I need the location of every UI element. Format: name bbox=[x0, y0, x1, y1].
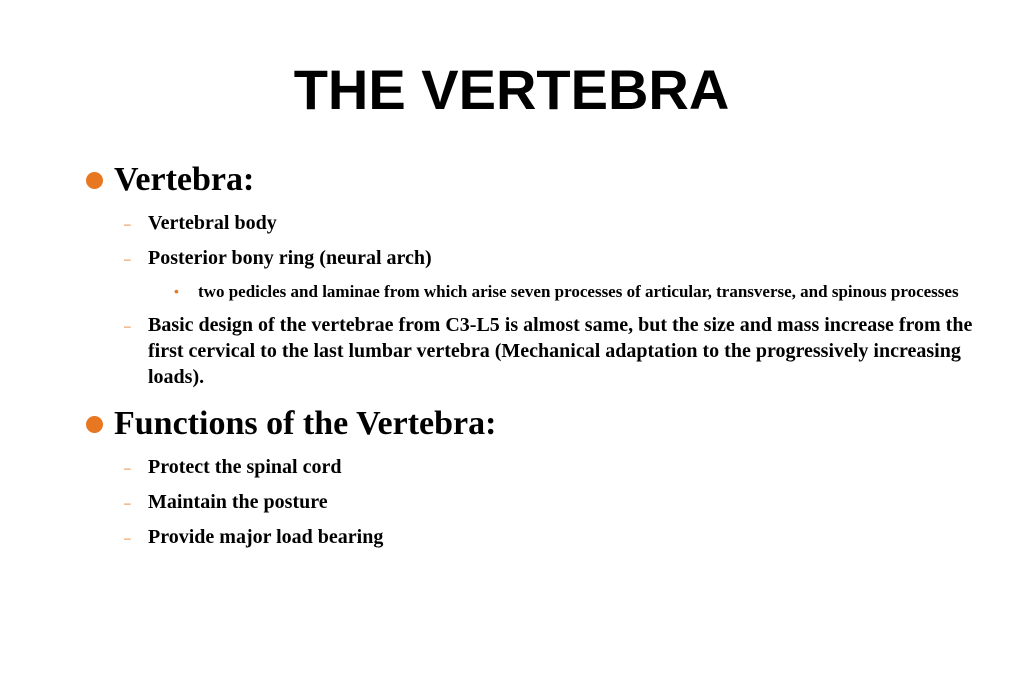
list-item-text: Vertebral body bbox=[148, 212, 277, 234]
sub-list-item bbox=[84, 280, 974, 303]
en-dash-bullet-icon: – bbox=[124, 496, 131, 510]
list-item bbox=[84, 210, 974, 236]
slide-content bbox=[84, 158, 974, 550]
en-dash-bullet-icon: – bbox=[124, 252, 131, 266]
slide-title: THE VERTEBRA bbox=[293, 58, 730, 121]
sub-list-item-text: two pedicles and laminae from which arise seven processes of articular, transverse, and spinous processes bbox=[198, 282, 959, 301]
list-item-text: Posterior bony ring (neural arch) bbox=[148, 247, 432, 269]
list-item bbox=[84, 312, 974, 390]
section-heading-functions bbox=[84, 402, 974, 446]
en-dash-bullet-icon: – bbox=[124, 531, 131, 545]
section-heading-vertebra bbox=[84, 158, 974, 202]
section-heading-text: Vertebra: bbox=[114, 161, 255, 198]
filled-circle-bullet-icon bbox=[86, 172, 103, 189]
list-item-text: Basic design of the vertebrae from C3-L5 is almost same, but the size and mass increase from the first cervical to the last lumbar vertebra (Mechanical adaptation to the progressively increasing loads). bbox=[148, 314, 973, 388]
list-item bbox=[84, 454, 974, 480]
list-item-text: Maintain the posture bbox=[148, 491, 328, 513]
en-dash-bullet-icon: – bbox=[124, 319, 131, 333]
en-dash-bullet-icon: – bbox=[124, 217, 131, 231]
small-dot-bullet-icon: • bbox=[174, 283, 179, 299]
list-item bbox=[84, 489, 974, 515]
list-item-text: Provide major load bearing bbox=[148, 526, 384, 548]
filled-circle-bullet-icon bbox=[86, 416, 103, 433]
section-heading-text: Functions of the Vertebra: bbox=[114, 405, 497, 442]
list-item bbox=[84, 245, 974, 271]
en-dash-bullet-icon: – bbox=[124, 461, 131, 475]
list-item bbox=[84, 524, 974, 550]
list-item-text: Protect the spinal cord bbox=[148, 456, 342, 478]
